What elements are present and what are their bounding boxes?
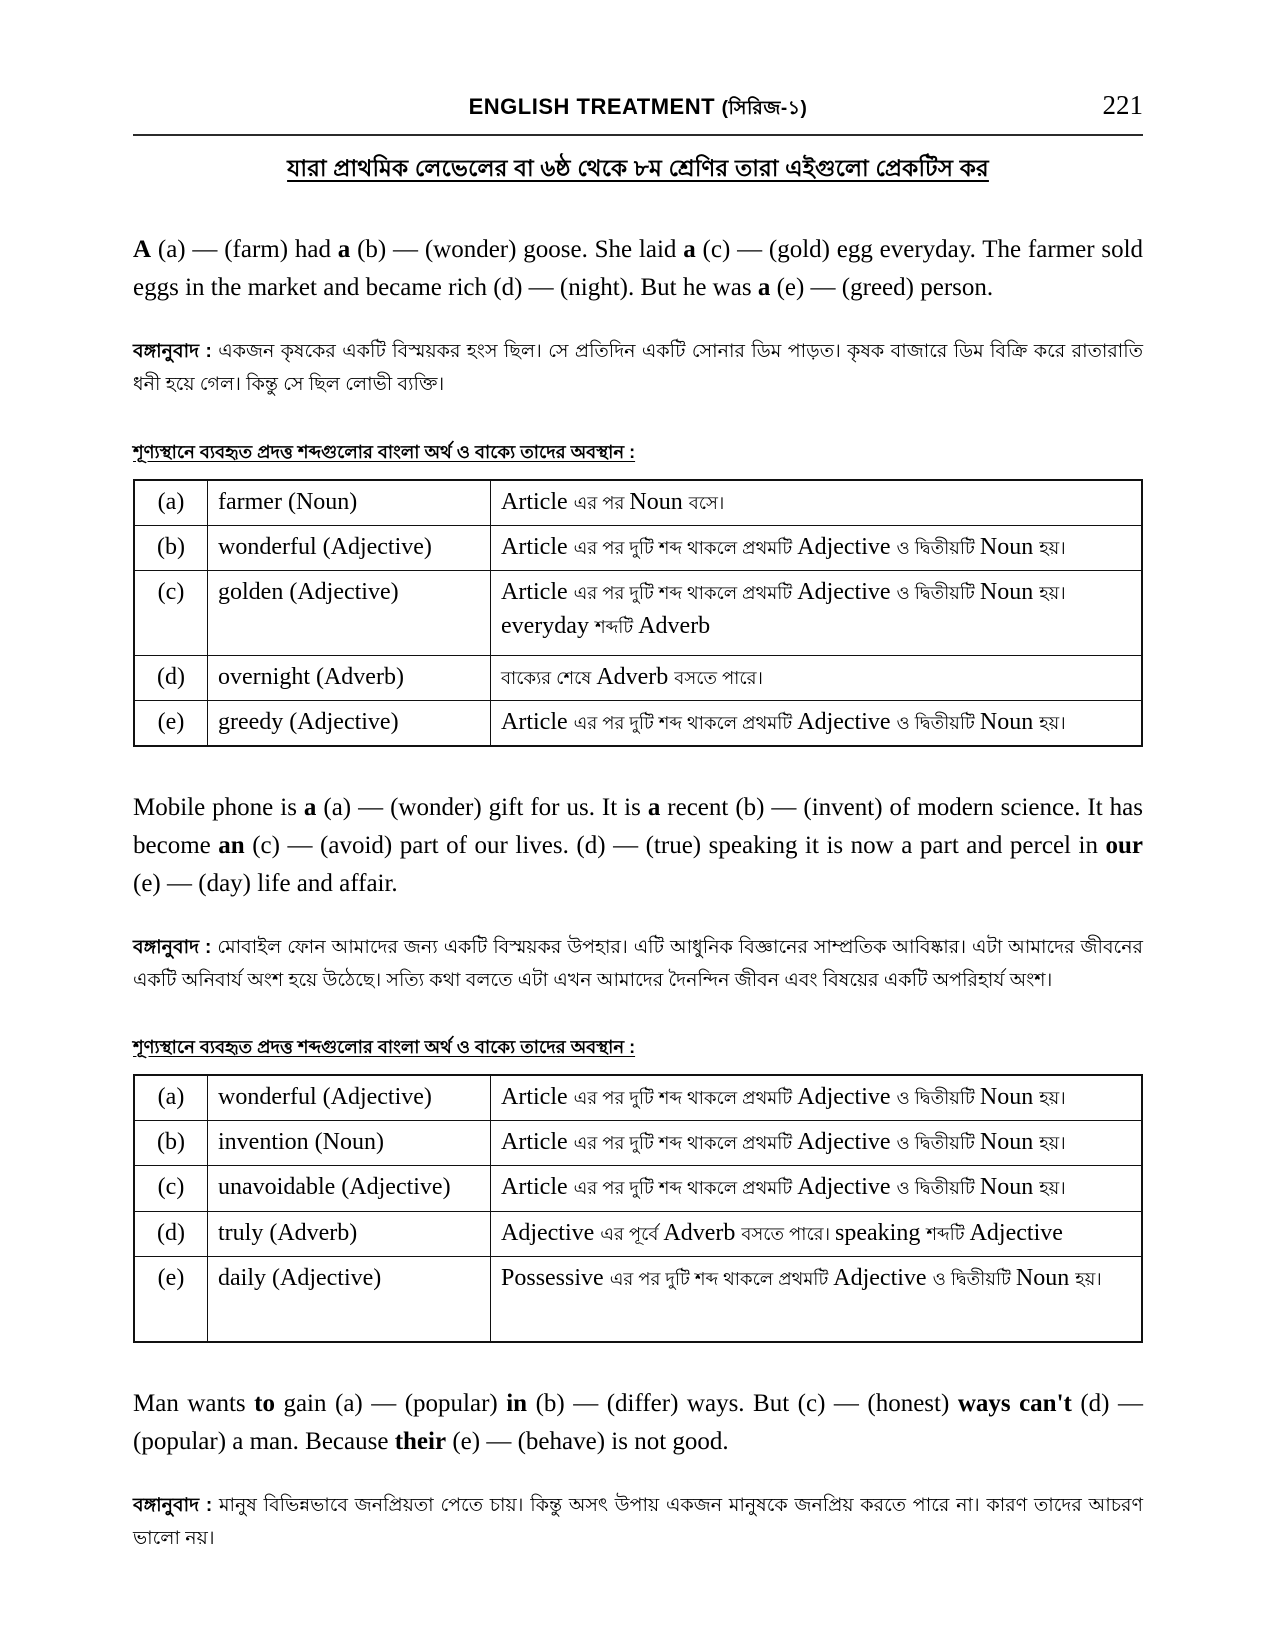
rule-term-english: Article (501, 1129, 574, 1156)
table-cell-key: (a) (134, 480, 208, 526)
passage-segment: (a) — (wonder) gift for us. It is (316, 793, 648, 821)
rule-term-english: Adjective (797, 708, 897, 735)
rule-term-english: Adjective (797, 533, 897, 560)
translation-label: বঙ্গানুবাদ : (133, 341, 212, 362)
page-header (133, 88, 1143, 130)
section-banner: যারা প্রাথমিক লেভেলের বা ৬ষ্ঠ থেকে ৮ম শ্রেণির তারা এইগুলো প্রেকটিস কর (287, 155, 989, 181)
table-cell-rule (491, 1211, 1143, 1256)
table-row (134, 525, 1142, 570)
table-cell-rule (491, 1256, 1143, 1342)
rule-term-bengali: এর পর দুটি শব্দ থাকলে প্রথমটি (573, 1178, 798, 1199)
table-row (134, 1075, 1142, 1121)
table-cell-key: (d) (134, 655, 208, 700)
table-cell-answer-word: golden (Adjective) (208, 570, 491, 655)
rule-term-english: everyday (501, 612, 595, 639)
passage-segment: (d) — (popular) a man. Because (133, 1389, 1143, 1455)
table-cell-answer-word: truly (Adverb) (208, 1211, 491, 1256)
header-title-english: ENGLISH TREATMENT (468, 94, 716, 119)
table-row (134, 1256, 1142, 1342)
rule-term-english: Noun (979, 533, 1040, 560)
translation-text: একজন কৃষকের একটি বিস্ময়কর হংস ছিল। সে প্রতিদিন একটি সোনার ডিম পাড়ত। কৃষক বাজারে ডিম বিক্রি করে রাতারাতি ধনী হয়ে গেল। কিন্তু সে ছিল লোভী ব্যক্তি। (133, 341, 1143, 396)
passage-segment: (b) — (differ) ways. But (c) — (honest) (527, 1389, 958, 1417)
table-row (134, 1121, 1142, 1166)
table-cell-key: (e) (134, 700, 208, 746)
rule-term-bengali: হয়। (1039, 1178, 1066, 1199)
passage-segment: gain (a) — (popular) (274, 1389, 507, 1417)
translation-label: বঙ্গানুবাদ : (133, 1494, 213, 1516)
passage-segment: Man wants (133, 1389, 255, 1417)
rule-term-bengali: শব্দটি (594, 616, 639, 637)
rule-term-bengali: এর পর দুটি শব্দ থাকলে প্রথমটি (573, 712, 798, 733)
passage-text (133, 1385, 1143, 1461)
rule-term-bengali: বসতে পারে। (674, 667, 763, 688)
rule-term-bengali: হয়। (1039, 1088, 1066, 1109)
table-cell-answer-word: greedy (Adjective) (208, 700, 491, 746)
table-row (134, 480, 1142, 526)
table-cell-rule (491, 1075, 1143, 1121)
passage-bold-word: a (337, 236, 351, 263)
bengali-translation (133, 335, 1143, 402)
rule-term-english: Adjective (969, 1219, 1063, 1246)
table-cell-answer-word: wonderful (Adjective) (208, 525, 491, 570)
rule-term-bengali: বসে। (688, 492, 725, 513)
passage-segment: (c) — (avoid) part of our lives. (d) — (true) speaking it is now a part and percel in (244, 831, 1106, 859)
passage-segment: (c) — (gold) egg everyday. The farmer sold eggs in the market and became rich (d) — (night). But he was (133, 236, 1144, 301)
answer-table (133, 1074, 1143, 1342)
rule-term-english: Article (501, 533, 574, 560)
table-row (134, 700, 1142, 746)
header-divider (133, 134, 1143, 136)
rule-term-english: Noun (1015, 1264, 1076, 1291)
passage-text (133, 231, 1143, 307)
rule-term-english: Adjective (797, 578, 897, 605)
passage-segment: (b) — (wonder) goose. She laid (350, 236, 684, 263)
table-cell-key: (c) (134, 570, 208, 655)
rule-term-english: Article (501, 1174, 574, 1201)
table-cell-answer-word: wonderful (Adjective) (208, 1075, 491, 1121)
passage-segment: Mobile phone is (133, 793, 304, 821)
rule-term-bengali: শব্দটি (926, 1223, 970, 1244)
passage-bold-word: to (254, 1389, 275, 1417)
table-cell-key: (e) (134, 1256, 208, 1342)
table-cell-rule (491, 655, 1143, 700)
rule-term-bengali: এর পর দুটি শব্দ থাকলে প্রথমটি (573, 537, 798, 558)
rule-term-bengali: এর পর দুটি শব্দ থাকলে প্রথমটি (609, 1268, 834, 1289)
rule-term-english: Noun (979, 708, 1040, 735)
passage-bold-word: A (133, 236, 152, 263)
table-cell-answer-word: daily (Adjective) (208, 1256, 491, 1342)
table-cell-rule (491, 1121, 1143, 1166)
rule-term-bengali: ও দ্বিতীয়টি (896, 1178, 980, 1199)
translation-text: মানুষ বিভিন্নভাবে জনপ্রিয়তা পেতে চায়। কিন্তু অসৎ উপায় একজন মানুষকে জনপ্রিয় করতে পারে না। কারণ তাদের আচরণ ভালো নয়। (133, 1494, 1143, 1549)
rule-term-english: Adjective (501, 1219, 601, 1246)
table-cell-answer-word: invention (Noun) (208, 1121, 491, 1166)
table-cell-answer-word: unavoidable (Adjective) (208, 1166, 491, 1211)
page-number: 221 (1102, 90, 1143, 120)
rule-term-english: Article (501, 578, 574, 605)
table-cell-key: (b) (134, 1121, 208, 1166)
passage-bold-word: a (683, 236, 696, 263)
passages-container (133, 231, 1143, 1555)
passage-text (133, 789, 1143, 903)
rule-term-bengali: ও দ্বিতীয়টি (896, 537, 980, 558)
rule-term-bengali: এর পর (573, 492, 630, 513)
rule-term-bengali: হয়। (1075, 1268, 1102, 1289)
table-cell-key: (d) (134, 1211, 208, 1256)
rule-term-bengali: হয়। (1039, 1133, 1066, 1154)
rule-term-bengali: ও দ্বিতীয়টি (896, 582, 980, 603)
rule-term-english: Noun (979, 578, 1040, 605)
rule-term-bengali: এর পূর্বে (600, 1223, 664, 1244)
passage-segment: (e) — (greed) person. (770, 274, 994, 301)
rule-term-bengali: ও দ্বিতীয়টি (896, 712, 980, 733)
table-cell-rule (491, 1166, 1143, 1211)
table-row (134, 570, 1142, 655)
rule-term-english: Article (501, 488, 574, 515)
rule-term-bengali: এর পর দুটি শব্দ থাকলে প্রথমটি (573, 1133, 798, 1154)
rule-term-english: Article (501, 708, 574, 735)
passage-bold-word: ways can't (957, 1389, 1072, 1417)
table-row (134, 1211, 1142, 1256)
answer-table (133, 479, 1143, 747)
passage-bold-word: their (394, 1427, 447, 1455)
passage-bold-word: a (647, 793, 661, 821)
bengali-translation (133, 931, 1143, 998)
table-cell-answer-word: farmer (Noun) (208, 480, 491, 526)
table-cell-rule (491, 480, 1143, 526)
rule-term-english: Article (501, 1084, 574, 1111)
rule-term-english: Adjective (797, 1174, 897, 1201)
passage-bold-word: a (757, 274, 771, 301)
translation-text: মোবাইল ফোন আমাদের জন্য একটি বিস্ময়কর উপহার। এটি আধুনিক বিজ্ঞানের সাম্প্রতিক আবিষ্কার। এটা আমাদের জীবনের একটি অনিবার্য অংশ হয়ে উঠেছে। সত্যি কথা বলতে এটা এখন আমাদের দৈনন্দিন জীবন এবং বিষয়ের একটি অপরিহার্য অংশ। (133, 936, 1143, 992)
rule-term-english: Noun (979, 1174, 1040, 1201)
page-content (133, 88, 1143, 1555)
rule-term-bengali: ও দ্বিতীয়টি (896, 1133, 980, 1154)
table-cell-rule (491, 700, 1143, 746)
rule-term-bengali: হয়। (1039, 537, 1066, 558)
rule-term-english: Adverb (638, 612, 711, 639)
answer-table-heading: শূণ্যস্থানে ব্যবহৃত প্রদত্ত শব্দগুলোর বাংলা অর্থ ও বাক্যে তাদের অবস্থান : (133, 1037, 636, 1058)
passage-bold-word: our (1105, 831, 1144, 859)
rule-term-english: speaking (835, 1219, 927, 1246)
header-title (133, 94, 1143, 126)
passage-bold-word: a (303, 793, 317, 821)
table-row (134, 655, 1142, 700)
passage-segment: (e) — (behave) is not good. (446, 1427, 729, 1455)
rule-term-bengali: এর পর দুটি শব্দ থাকলে প্রথমটি (573, 582, 798, 603)
passage-segment: (a) — (farm) had (151, 236, 338, 263)
rule-term-bengali: বাক্যের শেষে (501, 667, 597, 688)
rule-term-bengali: ও দ্বিতীয়টি (932, 1268, 1016, 1289)
rule-term-english: Adverb (596, 663, 675, 690)
table-cell-key: (c) (134, 1166, 208, 1211)
passage-bold-word: in (506, 1389, 528, 1417)
rule-term-bengali: হয়। (1039, 712, 1066, 733)
passage-segment: (e) — (day) life and affair. (133, 869, 398, 897)
rule-term-english: Adjective (797, 1084, 897, 1111)
table-cell-answer-word: overnight (Adverb) (208, 655, 491, 700)
table-cell-rule (491, 525, 1143, 570)
answer-table-heading: শূণ্যস্থানে ব্যবহৃত প্রদত্ত শব্দগুলোর বাংলা অর্থ ও বাক্যে তাদের অবস্থান : (133, 441, 636, 462)
table-cell-rule (491, 570, 1143, 655)
passage-segment: recent (b) — (invent) of modern science. It has become (133, 793, 1143, 859)
rule-term-bengali: হয়। (1039, 582, 1066, 603)
translation-label: বঙ্গানুবাদ : (133, 936, 212, 958)
rule-term-english: Adverb (663, 1219, 742, 1246)
bengali-translation (133, 1489, 1143, 1556)
rule-term-english: Adjective (833, 1264, 933, 1291)
rule-term-bengali: এর পর দুটি শব্দ থাকলে প্রথমটি (573, 1088, 798, 1109)
rule-term-bengali: বসতে পারে। (741, 1223, 836, 1244)
passage-bold-word: an (218, 831, 245, 859)
rule-term-english: Adjective (797, 1129, 897, 1156)
rule-term-bengali: ও দ্বিতীয়টি (896, 1088, 980, 1109)
rule-term-english: Possessive (501, 1264, 610, 1291)
rule-term-english: Noun (979, 1129, 1040, 1156)
table-cell-key: (b) (134, 525, 208, 570)
table-cell-key: (a) (134, 1075, 208, 1121)
rule-term-english: Noun (629, 488, 689, 515)
rule-term-english: Noun (979, 1084, 1040, 1111)
table-row (134, 1166, 1142, 1211)
header-title-bengali: (সিরিজ-১) (721, 98, 808, 119)
